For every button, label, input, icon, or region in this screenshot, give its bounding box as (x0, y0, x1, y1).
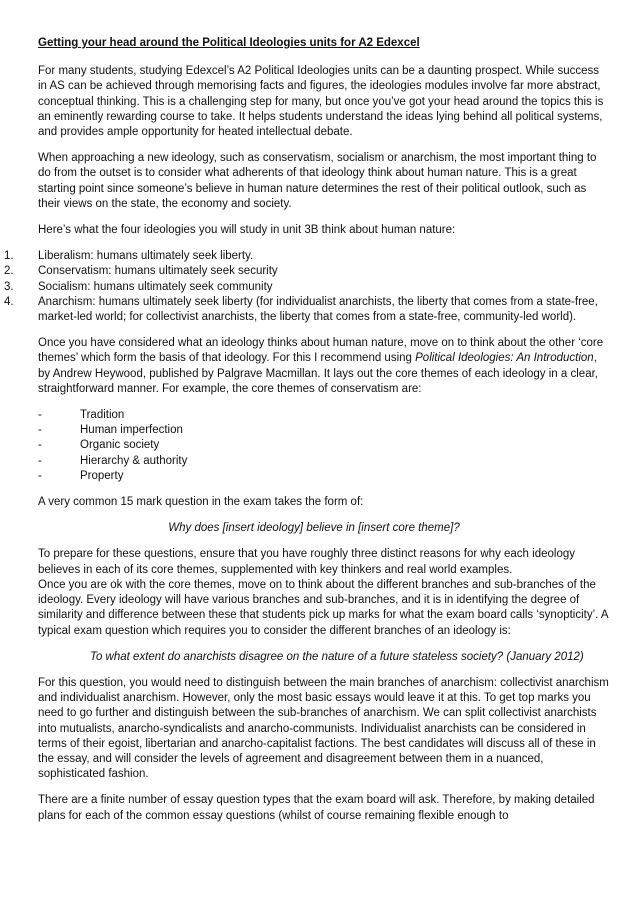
core-themes-text-after: , by Andrew Heywood, published by Palgrave Macmillan. It lays out the core themes of each ideology in a clear, straightforward manner. For example, the core themes of conservatism are: (38, 352, 598, 395)
finite-paragraph: There are a finite number of essay question types that the exam board will ask. Therefore, by making detailed plans for each of the common essay questions (whilst of course remaining flexible enough to (38, 794, 595, 822)
theme-text: Organic society (80, 439, 160, 452)
theme-text: Human imperfection (80, 424, 183, 437)
list-item-text: Conservatism: humans ultimately seek security (38, 265, 278, 278)
list-item (4, 295, 610, 325)
common-question-intro: A very common 15 mark question in the exam takes the form of: (38, 496, 364, 509)
dash-bullet: - (38, 424, 42, 437)
list-item (38, 454, 610, 469)
list-item (4, 249, 610, 264)
dash-bullet: - (38, 439, 42, 452)
common-question: Why does [insert ideology] believe in [insert core theme]? (168, 522, 460, 535)
exam-question: To what extent do anarchists disagree on the nature of a future stateless society? (January 2012) (90, 650, 584, 663)
distinguish-paragraph: For this question, you would need to distinguish between the main branches of anarchism: collectivist anarchism and individualist anarchism. However, only the most basic essays would leave it at this. To get top marks you need to go further and distinguish between the sub-branches of anarchism. We can split collectivist anarchists into mutualists, anarcho-syndicalists and anarcho-communists. Individualist anarchists can be considered in terms of their egoist, libertarian and anarcho-capitalist factions. The best candidates will discuss all of these in the essay, and will consider the levels of agreement and disagreement between them in a nuanced, sophisticated fashion. (38, 676, 609, 781)
themes-list (38, 408, 610, 484)
core-themes-text-before: Once you have considered what an ideology thinks about human nature, move on to think about the other ‘core themes’ which form the basis of that ideology. For this I recommend using (38, 337, 604, 365)
list-number: 3. (4, 280, 14, 293)
branches-paragraph: Once you are ok with the core themes, move on to think about the different branches and sub-branches of the ideology. Every ideology will have various branches and sub-branches, and it is in identifying the degree of similarity and difference between these that students pick up marks for what the exam board calls ‘synopticity’. A typical exam question which requires you to consider the different branches of an ideology is: (38, 578, 608, 637)
prepare-paragraph: To prepare for these questions, ensure that you have roughly three distinct reasons for why each ideology believes in each of its core themes, supplemented with key thinkers and real world examples. (38, 548, 575, 576)
list-item (4, 264, 610, 279)
theme-text: Property (80, 469, 124, 482)
intro-paragraph: For many students, studying Edexcel’s A2 Political Ideologies units can be a daunting prospect. While success in AS can be achieved through memorising facts and figures, the ideologies modules involve far more abstract, conceptual thinking. This is a challenging step for many, but once you’ve got your head around the topics this is an eminently rewarding course to take. It helps students understand the ideas lying behind all political systems, and provides ample opportunity for heated intellectual debate. (38, 65, 604, 139)
core-themes-paragraph (38, 336, 610, 397)
list-item (38, 438, 610, 453)
ideologies-list (4, 249, 610, 325)
list-item-text: Anarchism: humans ultimately seek liberty (for individualist anarchists, the liberty that comes from a state-free, market-led world; for collectivist anarchists, the liberty that comes from a state-free, community-led world). (38, 295, 598, 324)
dash-bullet: - (38, 469, 42, 482)
list-item-text: Liberalism: humans ultimately seek liberty. (38, 250, 254, 263)
list-number: 2. (4, 265, 14, 278)
four-ideologies-intro: Here’s what the four ideologies you will study in unit 3B think about human nature: (38, 224, 456, 237)
book-title: Political Ideologies: An Introduction (415, 352, 594, 365)
list-item (38, 469, 610, 484)
list-item (38, 408, 610, 423)
theme-text: Hierarchy & authority (80, 454, 188, 467)
dash-bullet: - (38, 454, 42, 467)
list-number: 1. (4, 250, 14, 263)
page-title: Getting your head around the Political Ideologies units for A2 Edexcel (38, 37, 420, 49)
list-item-text: Socialism: humans ultimately seek community (38, 280, 273, 293)
theme-text: Tradition (80, 409, 125, 422)
list-number: 4. (4, 295, 14, 308)
list-item (4, 280, 610, 295)
approach-paragraph: When approaching a new ideology, such as conservatism, socialism or anarchism, the most important thing to do from the outset is to consider what adherents of that ideology think about human nature. This is a great starting point since someone’s believe in human nature determines the rest of their political outlook, such as their views on the state, the economy and society. (38, 152, 597, 210)
list-item (38, 423, 610, 438)
dash-bullet: - (38, 409, 42, 422)
